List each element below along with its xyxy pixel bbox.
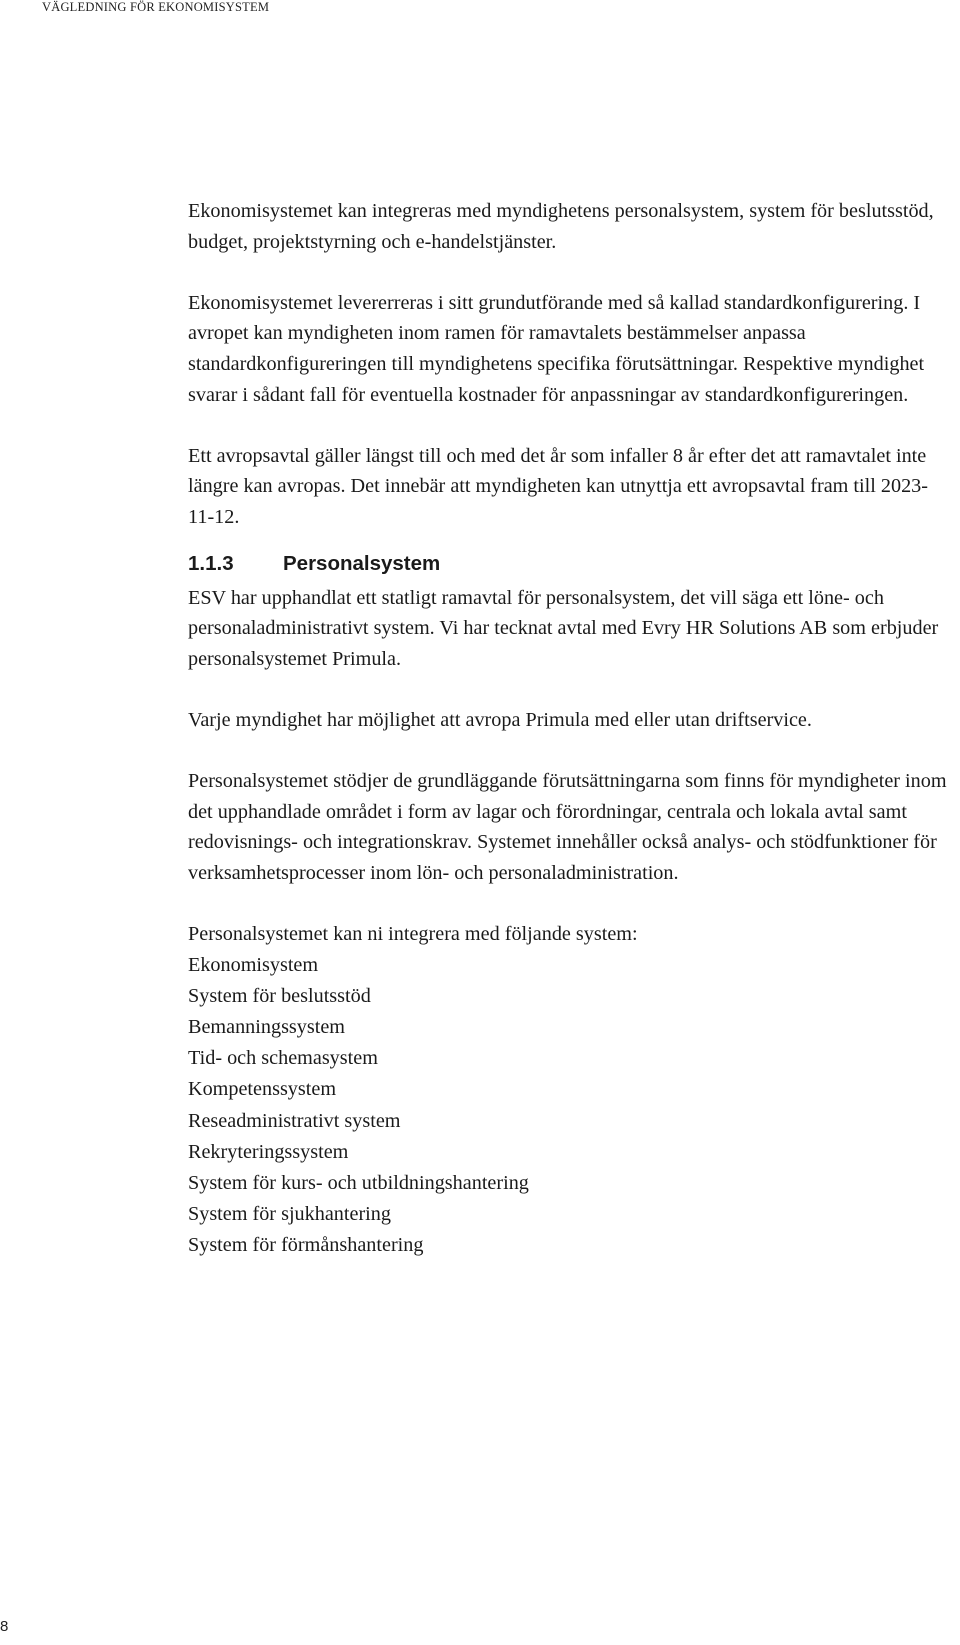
list-item: Rekryteringssystem [188,1140,349,1163]
integration-list-intro: Personalsystemet kan ni integrera med följande system: [188,923,638,946]
list-item: System för kurs- och utbildningshantering [188,1172,529,1195]
section-paragraph-1: ESV har upphandlat ett statligt ramavtal för personalsystem, det vill säga ett löne- och personaladministrativt system. Vi har tecknat avtal med Evry HR Solutions AB som erbjuder personalsystemet Primula. [188,586,939,670]
list-item: System för förmånshantering [188,1234,424,1257]
integration-system-list [188,950,948,1262]
list-item: Reseadministrativt system [188,1109,401,1132]
list-item: Bemanningssystem [188,1016,346,1039]
section-number: 1.1.3 [188,551,234,575]
intro-paragraph-1: Ekonomisystemet kan integreras med myndighetens personalsystem, system för beslutsstöd, budget, projektstyrning och e-handelstjänster. [188,200,934,253]
section-paragraph-2: Varje myndighet har möjlighet att avropa Primula med eller utan driftservice. [188,708,812,731]
intro-paragraph-3: Ett avropsavtal gäller längst till och med det år som infaller 8 år efter det att ramavtalet inte längre kan avropas. Det innebär att myndigheten kan utnyttja ett avropsavtal fram till 2023-11-12. [188,444,928,528]
list-item: Tid- och schemasystem [188,1047,378,1070]
page-number: 8 [0,1618,9,1635]
list-item: System för beslutsstöd [188,984,371,1007]
section-title: Personalsystem [283,551,441,575]
section-paragraph-3: Personalsystemet stödjer de grundläggande förutsättningarna som finns för myndigheter inom det upphandlade området i form av lagar och förordningar, centrala och lokala avtal samt redovisnings- och integrationskrav. Systemet innehåller också analys- och stödfunktioner för verksamhetsprocesser inom lön- och personaladministration. [188,770,947,884]
list-item: Ekonomisystem [188,953,319,976]
page-content [188,196,948,1262]
section-heading [188,550,948,578]
running-header: VÄGLEDNING FÖR EKONOMISYSTEM [42,0,270,14]
intro-paragraph-2: Ekonomisystemet levererreras i sitt grundutförande med så kallad standardkonfigurering. I avropet kan myndigheten inom ramen för ramavtalets bestämmelser anpassa standardkonfigureringen till myndighetens specifika förutsättningar. Respektive myndighet svarar i sådant fall för eventuella kostnader för anpassningar av standardkonfigureringen. [188,291,925,406]
list-item: System för sjukhantering [188,1203,391,1226]
list-item: Kompetenssystem [188,1078,337,1101]
